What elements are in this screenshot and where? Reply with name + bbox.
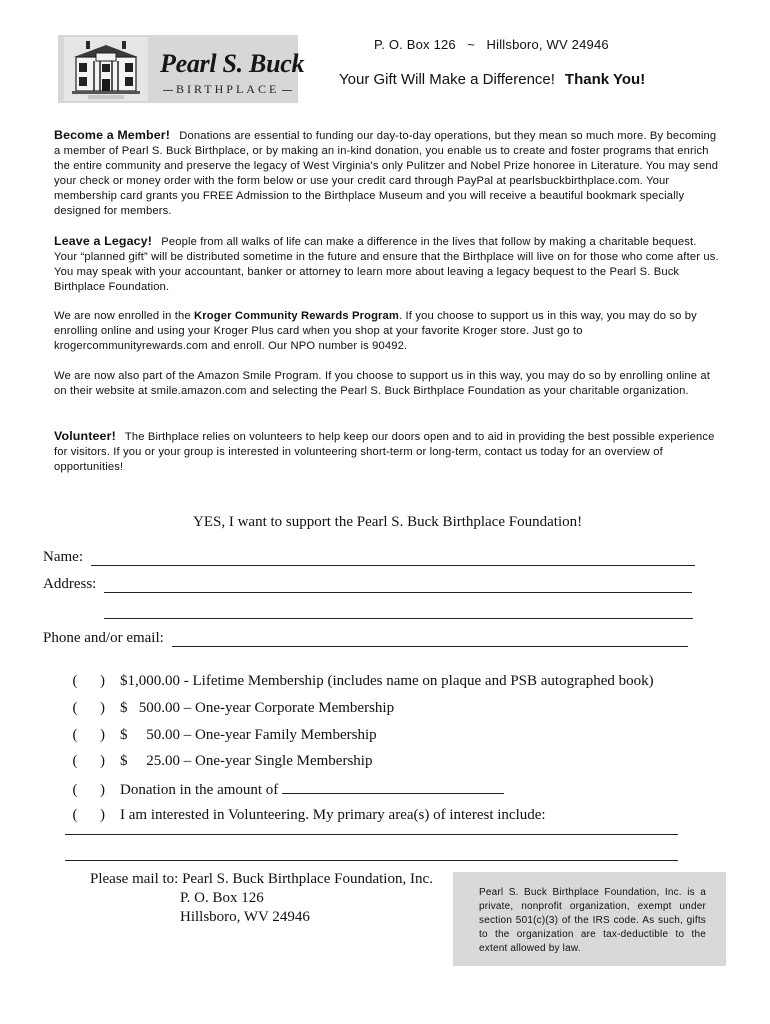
kroger-paragraph [54, 309, 720, 354]
phone-row [43, 630, 688, 647]
checkbox-single[interactable]: ( ) [72, 753, 110, 769]
mail-city: Hillsboro, WV 24946 [180, 909, 310, 925]
option-lifetime-label: $1,000.00 - Lifetime Membership (includes name on plaque and PSB autographed book) [120, 673, 654, 689]
address-row [43, 576, 692, 593]
interest-field-line-1[interactable] [65, 834, 678, 835]
donation-label: Donation in the amount of [120, 782, 279, 798]
legacy-heading: Leave a Legacy! [54, 234, 152, 248]
kroger-text-after: . If you choose to support us in this way, you may do so by enrolling online and using your Kroger Plus card when you shop at your favorite Kroger store. Just go to krogercommunityrewards.com and enroll. Our NPO number is 90492. [54, 310, 697, 352]
header-address: P. O. Box 126 ~ Hillsboro, WV 24946 [374, 37, 609, 52]
interest-field-line-2[interactable] [65, 860, 678, 861]
member-heading: Become a Member! [54, 128, 171, 142]
header-tagline [339, 71, 645, 88]
option-corporate-label: $ 500.00 – One-year Corporate Membership [120, 700, 395, 716]
pearl-s-buck-logo [58, 35, 305, 103]
member-text: Donations are essential to funding our day-to-day operations, but they mean so much more. By becoming a member of Pearl S. Buck Birthplace, or by making an in-kind donation, you enable us to create and foster programs that enrich the entire community and preserve the legacy of West Virginia's only Pulitzer and Nobel Prize honoree in Literature. You may send your check or money order with the form below or use your credit card through PayPal at pearlsbuckbirthplace.com. Your membership card grants you FREE Admission to the Birthplace Museum and you will receive a beautiful bookmark specially designed for members. [54, 130, 719, 217]
thank-you-text: Thank You! [564, 71, 646, 88]
tagline-text: Your Gift Will Make a Difference! [339, 71, 555, 88]
house-sketch-icon [64, 37, 148, 101]
legacy-paragraph [54, 234, 720, 295]
amazon-text: We are now also part of the Amazon Smile Program. If you choose to support us in this way, you may do so by enrolling online at on their website at smile.amazon.com and selecting the Pearl S. Buck Birthplace Foundation as your charitable organization. [54, 370, 711, 397]
checkbox-donation[interactable]: ( ) [72, 782, 110, 798]
name-field[interactable] [91, 551, 695, 566]
address-field-line-2[interactable] [104, 618, 693, 619]
option-volunteer[interactable] [65, 790, 546, 824]
legacy-text: People from all walks of life can make a difference in the lives that follow by making a charitable bequest. Your “planned gift” will be distributed sometime in the future and ensure that the Birthplace will live on for those who come after us. You may speak with your accountant, banker or attorney to learn more about leaving a legacy bequest to the Pearl S. Buck Birthplace Foundation. [54, 236, 719, 293]
address-label: Address: [43, 576, 97, 592]
mail-po-box: P. O. Box 126 [180, 890, 264, 906]
volunteer-text: The Birthplace relies on volunteers to help keep our doors open and to aid in providing the best possible experience for visitors. If you or your group is interested in volunteering short-term or long-term, contact us today for an overview of opportunities! [54, 431, 715, 473]
phone-email-field[interactable] [172, 632, 688, 647]
option-family-label: $ 50.00 – One-year Family Membership [120, 727, 377, 743]
checkbox-lifetime[interactable]: ( ) [72, 673, 110, 689]
volunteer-heading: Volunteer! [54, 429, 116, 443]
form-heading: YES, I want to support the Pearl S. Buck Birthplace Foundation! [193, 514, 583, 530]
checkbox-volunteer[interactable]: ( ) [72, 807, 110, 823]
member-paragraph [54, 128, 720, 219]
volunteer-paragraph [54, 429, 720, 475]
address-field[interactable] [104, 578, 692, 593]
mail-to-line: Please mail to: Pearl S. Buck Birthplace Foundation, Inc. [90, 871, 433, 887]
logo-name: Pearl S. Buck [160, 49, 305, 78]
phone-label: Phone and/or email: [43, 630, 164, 646]
name-label: Name: [43, 549, 83, 565]
name-row [43, 549, 695, 566]
kroger-text-before: We are now enrolled in the [54, 310, 191, 322]
checkbox-corporate[interactable]: ( ) [72, 700, 110, 716]
checkbox-family[interactable]: ( ) [72, 727, 110, 743]
kroger-program-name: Kroger Community Rewards Program [194, 310, 400, 322]
amazon-paragraph [54, 369, 720, 399]
logo-subtitle: BIRTHPLACE [160, 82, 292, 97]
nonprofit-notice-text: Pearl S. Buck Birthplace Foundation, Inc. is a private, nonprofit organization, exempt under section 501(c)(3) of the IRS code. As such, gifts to the organization are tax-deductible to the extent allowed by law. [479, 887, 706, 954]
nonprofit-notice [453, 872, 726, 966]
volunteer-interest-label: I am interested in Volunteering. My primary area(s) of interest include: [120, 807, 546, 823]
option-single-label: $ 25.00 – One-year Single Membership [120, 753, 373, 769]
mailing-address [90, 870, 433, 927]
